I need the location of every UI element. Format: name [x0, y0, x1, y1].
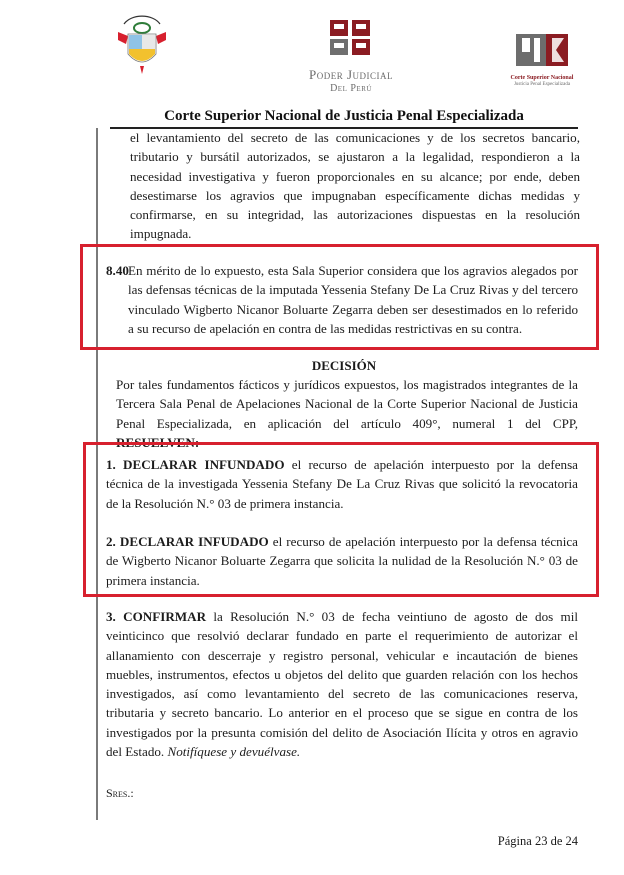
del-peru-text: Del Perú — [330, 83, 372, 94]
continuation-paragraph: el levantamiento del secreto de las comunicaciones y de los secretos bancario, tributario y bursátil autorizados, se ajustaron a la legalidad, respondieron a la necesidad investigativa y fueron proporcionales en su alcance; por ende, deben desestimarse los agravios que impugnaban específicamente dichas medidas y confirmarse, en su integridad, las autorizaciones dispuestas en la resolución impugnada. — [130, 130, 580, 242]
resolution-item-2 — [106, 532, 578, 590]
resolution-3-text: la Resolución N.° 03 de fecha veintiuno de agosto de dos mil veinticinco que resolvió declarar fundado en parte el requerimiento de autorizar el allanamiento con descerraje y registro personal, vehicular e incautación de bienes muebles, instrumentos, efectos u objetos del delito que guarden relación con los hechos investigados, así como levantamiento del secreto de las comunicaciones reserva, tributaria y secreto bancario. Lo anterior en el proceso que se sigue en contra de los investigados por la presunta comisión del delito de Asociación Ilícita y otros en agravio del Estado. — [106, 609, 578, 760]
page-number: Página 23 de 24 — [497, 834, 578, 848]
point-840-number: 8.40 — [106, 263, 129, 278]
resolution-item-3 — [106, 607, 578, 761]
court-title: Corte Superior Nacional de Justicia Penal Especializada — [164, 108, 524, 124]
resolution-2-text: el recurso de apelación interpuesto por la defensa técnica de Wigberto Nicanor Boluarte Zegarra que solicita la nulidad de la Resolución N.° 03 de primera instancia. — [106, 534, 578, 588]
poder-judicial-logo — [296, 18, 406, 94]
resolution-2-lead: 2. DECLARAR INFUDADO — [106, 534, 269, 549]
point-840-paragraph — [106, 261, 578, 338]
csn-title-text: Corte Superior Nacional — [510, 75, 574, 81]
resuelven-label: RESUELVEN: — [116, 434, 200, 450]
poder-judicial-text: Poder Judicial — [308, 67, 394, 82]
corte-superior-nacional-logo — [502, 32, 582, 92]
resolution-1-lead: 1. DECLARAR INFUNDADO — [106, 457, 285, 472]
poder-judicial-emblem-icon — [328, 18, 374, 58]
resolution-1-text: el recurso de apelación interpuesto por la defensa técnica de la investigada Yessenia Stefany De La Cruz Rivas que solicitó la revocatoria de la Resolución N.° 03 de primera instancia. — [106, 457, 578, 511]
csn-emblem-icon — [514, 32, 570, 68]
resolution-3-closing: Notifíquese y devuélvase. — [167, 744, 301, 760]
decision-heading: DECISIÓN — [311, 358, 377, 373]
point-840-text: En mérito de lo expuesto, esta Sala Superior considera que los agravios alegados por las defensas técnicas de la imputada Yessenia Stefany De La Cruz Rivas y del tercero vinculado Wigberto Nicanor Boluarte Zegarra deben ser desestimados en lo referido a su recurso de apelación en contra de las medidas restrictivas en su contra. — [128, 263, 578, 336]
signatories-label: Sres.: — [106, 786, 134, 800]
decision-intro — [116, 375, 578, 452]
resolution-3-lead: 3. CONFIRMAR — [106, 609, 207, 624]
csn-subtitle-text: Justicia Penal Especializada — [513, 82, 571, 87]
peru-coat-of-arms-logo — [116, 14, 168, 80]
decision-intro-text: Por tales fundamentos fácticos y jurídicos expuestos, los magistrados integrantes de la Tercera Sala Penal de Apelaciones Nacional de la Corte Superior Nacional de Justicia Penal Especializada, en aplicación del artículo 409°, numeral 1 del CPP, — [116, 377, 578, 431]
resolution-item-1 — [106, 455, 578, 513]
